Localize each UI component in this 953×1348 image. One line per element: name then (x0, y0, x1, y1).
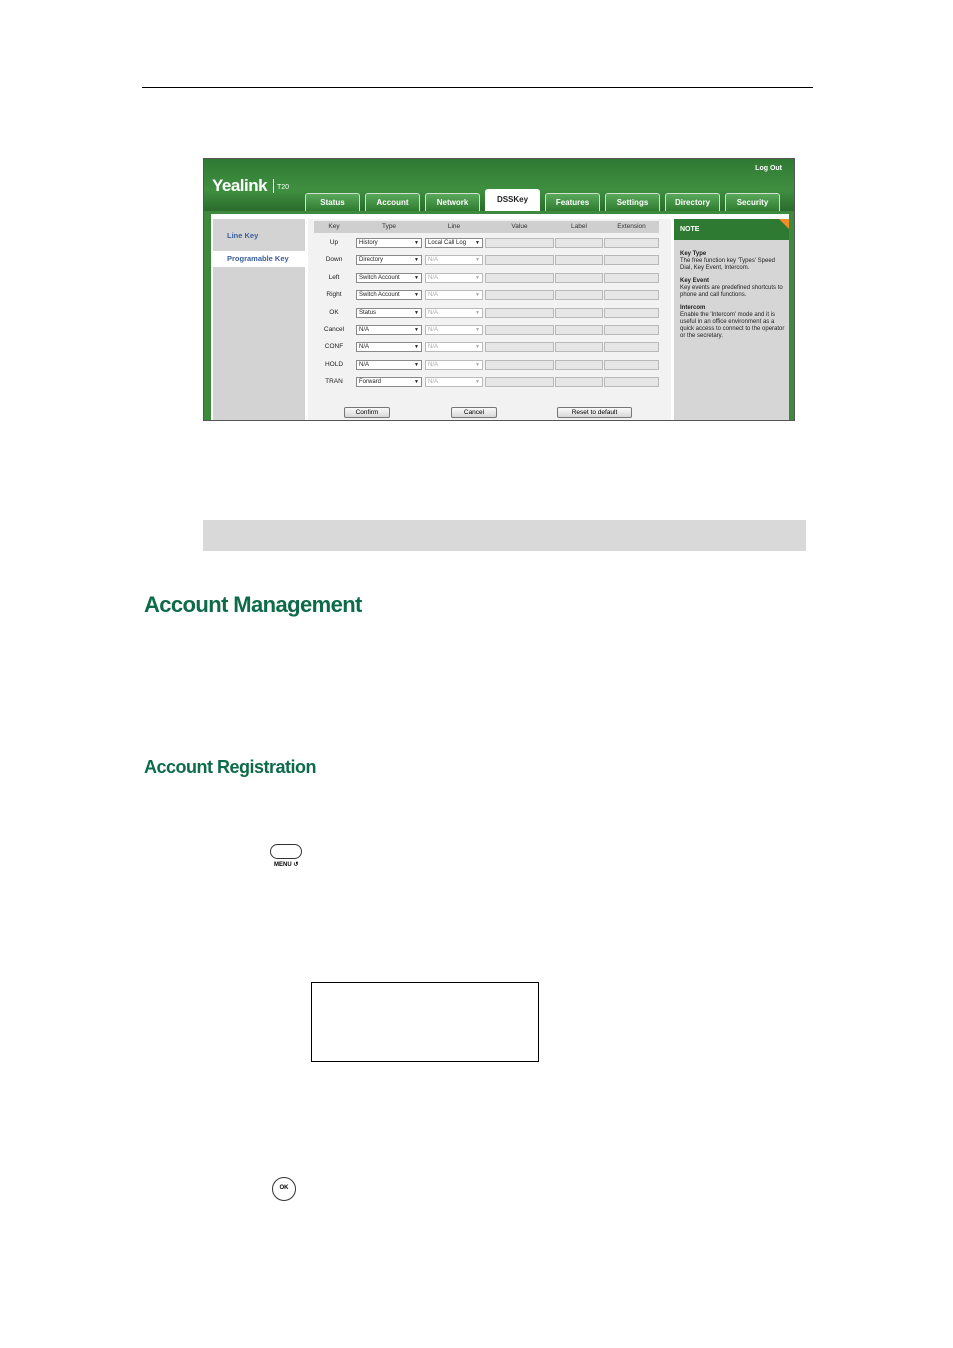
table-row (314, 307, 659, 319)
heading-account-registration: Account Registration (144, 757, 317, 777)
column-label: Label (571, 223, 587, 230)
chevron-down-icon: ▼ (475, 292, 480, 299)
cancel-button[interactable]: Cancel (451, 407, 497, 418)
label-input[interactable] (555, 377, 603, 387)
type-select-value: N/A (359, 327, 370, 333)
row-key-label: CONF (324, 343, 344, 351)
web-ui-screenshot (203, 158, 795, 421)
type-select[interactable] (356, 273, 422, 283)
note-title: NOTE (674, 219, 789, 240)
type-select[interactable] (356, 342, 422, 352)
line-select-value: N/A (428, 292, 439, 299)
reset-to-default-button[interactable]: Reset to default (557, 407, 632, 418)
type-select[interactable] (356, 238, 422, 248)
type-select-value: History (359, 240, 378, 246)
chevron-down-icon: ▼ (475, 240, 480, 246)
tab-account[interactable]: Account (365, 193, 420, 211)
line-select-value: Local Call Log (428, 240, 467, 246)
row-key-label: Down (325, 256, 343, 264)
type-select[interactable] (356, 377, 422, 387)
page-header-rule (142, 87, 813, 88)
extension-input[interactable] (604, 360, 659, 370)
note-section: Key Event Key events are predefined shortcuts to phone and call functions. (680, 278, 783, 298)
line-select-value: N/A (428, 379, 439, 386)
logout-link[interactable]: Log Out (755, 165, 782, 172)
line-select-value: N/A (428, 344, 439, 351)
tab-dsskey[interactable]: DSSKey (485, 189, 540, 211)
line-select[interactable] (425, 342, 483, 352)
line-select-value: N/A (428, 274, 439, 281)
extension-input[interactable] (604, 342, 659, 352)
chevron-down-icon: ▼ (414, 379, 419, 386)
row-key-label: TRAN (325, 378, 343, 386)
column-value: Value (511, 223, 528, 230)
sidebar-item-programable-key[interactable]: Programable Key (213, 251, 305, 267)
extension-input[interactable] (604, 290, 659, 300)
label-input[interactable] (555, 325, 603, 335)
note-section: Key Type The free function key 'Types' Speed Dial, Key Event, Intercom. (680, 251, 776, 271)
value-input[interactable] (485, 308, 554, 318)
sidebar (213, 219, 305, 420)
line-select-value: N/A (428, 327, 439, 333)
chevron-down-icon: ▼ (475, 257, 480, 264)
menu-key-icon (269, 843, 303, 870)
chevron-down-icon: ▼ (414, 361, 419, 368)
column-type: Type (381, 223, 397, 230)
label-input[interactable] (555, 360, 603, 370)
row-key-label: Left (328, 273, 340, 281)
model-label: T20 (273, 179, 289, 193)
line-select[interactable] (425, 290, 483, 300)
brand-logo: Yealink (212, 176, 268, 195)
table-row (314, 359, 659, 371)
chevron-down-icon: ▼ (414, 274, 419, 281)
value-input[interactable] (485, 238, 554, 248)
line-select[interactable] (425, 238, 483, 248)
line-select-value: N/A (428, 361, 439, 368)
column-key: Key (328, 223, 340, 230)
chevron-down-icon: ▼ (475, 309, 480, 316)
web-ui-content (211, 214, 789, 420)
tab-directory[interactable]: Directory (665, 193, 720, 211)
dsskey-table (308, 219, 671, 420)
value-input[interactable] (485, 290, 554, 300)
chevron-down-icon: ▼ (414, 327, 419, 333)
value-input[interactable] (485, 360, 554, 370)
type-select[interactable] (356, 290, 422, 300)
tab-network[interactable]: Network (425, 193, 480, 211)
value-input[interactable] (485, 342, 554, 352)
type-select-value: Status (359, 309, 377, 316)
column-line: Line (447, 223, 461, 230)
row-key-label: Up (329, 239, 339, 246)
chevron-down-icon: ▼ (414, 257, 419, 264)
extension-input[interactable] (604, 325, 659, 335)
tab-features[interactable]: Features (545, 193, 600, 211)
menu-key-label: MENU ↺ (274, 862, 299, 868)
label-input[interactable] (555, 308, 603, 318)
row-key-label: OK (329, 308, 339, 316)
extension-input[interactable] (604, 238, 659, 248)
line-select[interactable] (425, 273, 483, 283)
heading-account-management: Account Management (144, 592, 362, 617)
chevron-down-icon: ▼ (414, 240, 419, 246)
note-body (680, 251, 786, 346)
chevron-down-icon: ▼ (475, 361, 480, 368)
note-panel (674, 219, 789, 420)
chevron-down-icon: ▼ (475, 344, 480, 351)
lcd-screen-frame (311, 982, 539, 1062)
line-select-value: N/A (428, 257, 439, 264)
note-bar (203, 520, 806, 551)
note-section: Intercom Enable the 'Intercom' mode and it is useful in an office environment as a quick access to connect to the operator or the secretary. (680, 305, 785, 339)
chevron-down-icon: ▼ (414, 344, 419, 351)
type-select[interactable] (356, 325, 422, 335)
line-select[interactable] (425, 325, 483, 335)
type-select-value: Forward (359, 379, 382, 386)
extension-input[interactable] (604, 308, 659, 318)
type-select[interactable] (356, 308, 422, 318)
value-input[interactable] (485, 255, 554, 265)
chevron-down-icon: ▼ (475, 327, 480, 333)
ok-key-icon: OK (272, 1177, 296, 1201)
chevron-down-icon: ▼ (414, 309, 419, 316)
label-input[interactable] (555, 238, 603, 248)
row-key-label: HOLD (324, 360, 344, 368)
extension-input[interactable] (604, 377, 659, 387)
table-row (314, 237, 659, 249)
type-select[interactable] (356, 360, 422, 370)
chevron-down-icon: ▼ (475, 274, 480, 281)
table-row (314, 341, 659, 353)
label-input[interactable] (555, 255, 603, 265)
type-select-value: Switch Account (359, 274, 400, 281)
chevron-down-icon: ▼ (475, 379, 480, 386)
table-header (314, 221, 659, 233)
menu-key-cap (270, 844, 302, 859)
line-select[interactable] (425, 308, 483, 318)
web-ui-header (204, 159, 794, 211)
tab-settings[interactable]: Settings (605, 193, 660, 211)
type-select-value: Directory (359, 257, 384, 264)
table-row (314, 254, 659, 266)
line-select-value: N/A (428, 309, 439, 316)
type-select[interactable] (356, 255, 422, 265)
table-row (314, 289, 659, 301)
line-select[interactable] (425, 360, 483, 370)
column-extension: Extension (617, 223, 646, 230)
line-select[interactable] (425, 255, 483, 265)
confirm-button[interactable]: Confirm (344, 407, 390, 418)
table-row (314, 324, 659, 336)
value-input[interactable] (485, 377, 554, 387)
line-select[interactable] (425, 377, 483, 387)
chevron-down-icon: ▼ (414, 292, 419, 299)
value-input[interactable] (485, 325, 554, 335)
extension-input[interactable] (604, 255, 659, 265)
type-select-value: Switch Account (359, 292, 400, 299)
sidebar-item-line-key[interactable]: Line Key (227, 231, 259, 240)
type-select-value: N/A (359, 361, 370, 368)
label-input[interactable] (555, 290, 603, 300)
type-select-value: N/A (359, 344, 370, 351)
row-key-label: Right (326, 291, 342, 299)
table-row (314, 376, 659, 388)
table-row (314, 272, 659, 284)
value-input[interactable] (485, 273, 554, 283)
label-input[interactable] (555, 273, 603, 283)
tab-security[interactable]: Security (725, 193, 780, 211)
label-input[interactable] (555, 342, 603, 352)
extension-input[interactable] (604, 273, 659, 283)
tab-status[interactable]: Status (305, 193, 360, 211)
note-corner-icon (779, 219, 789, 229)
row-key-label: Cancel (323, 326, 345, 333)
